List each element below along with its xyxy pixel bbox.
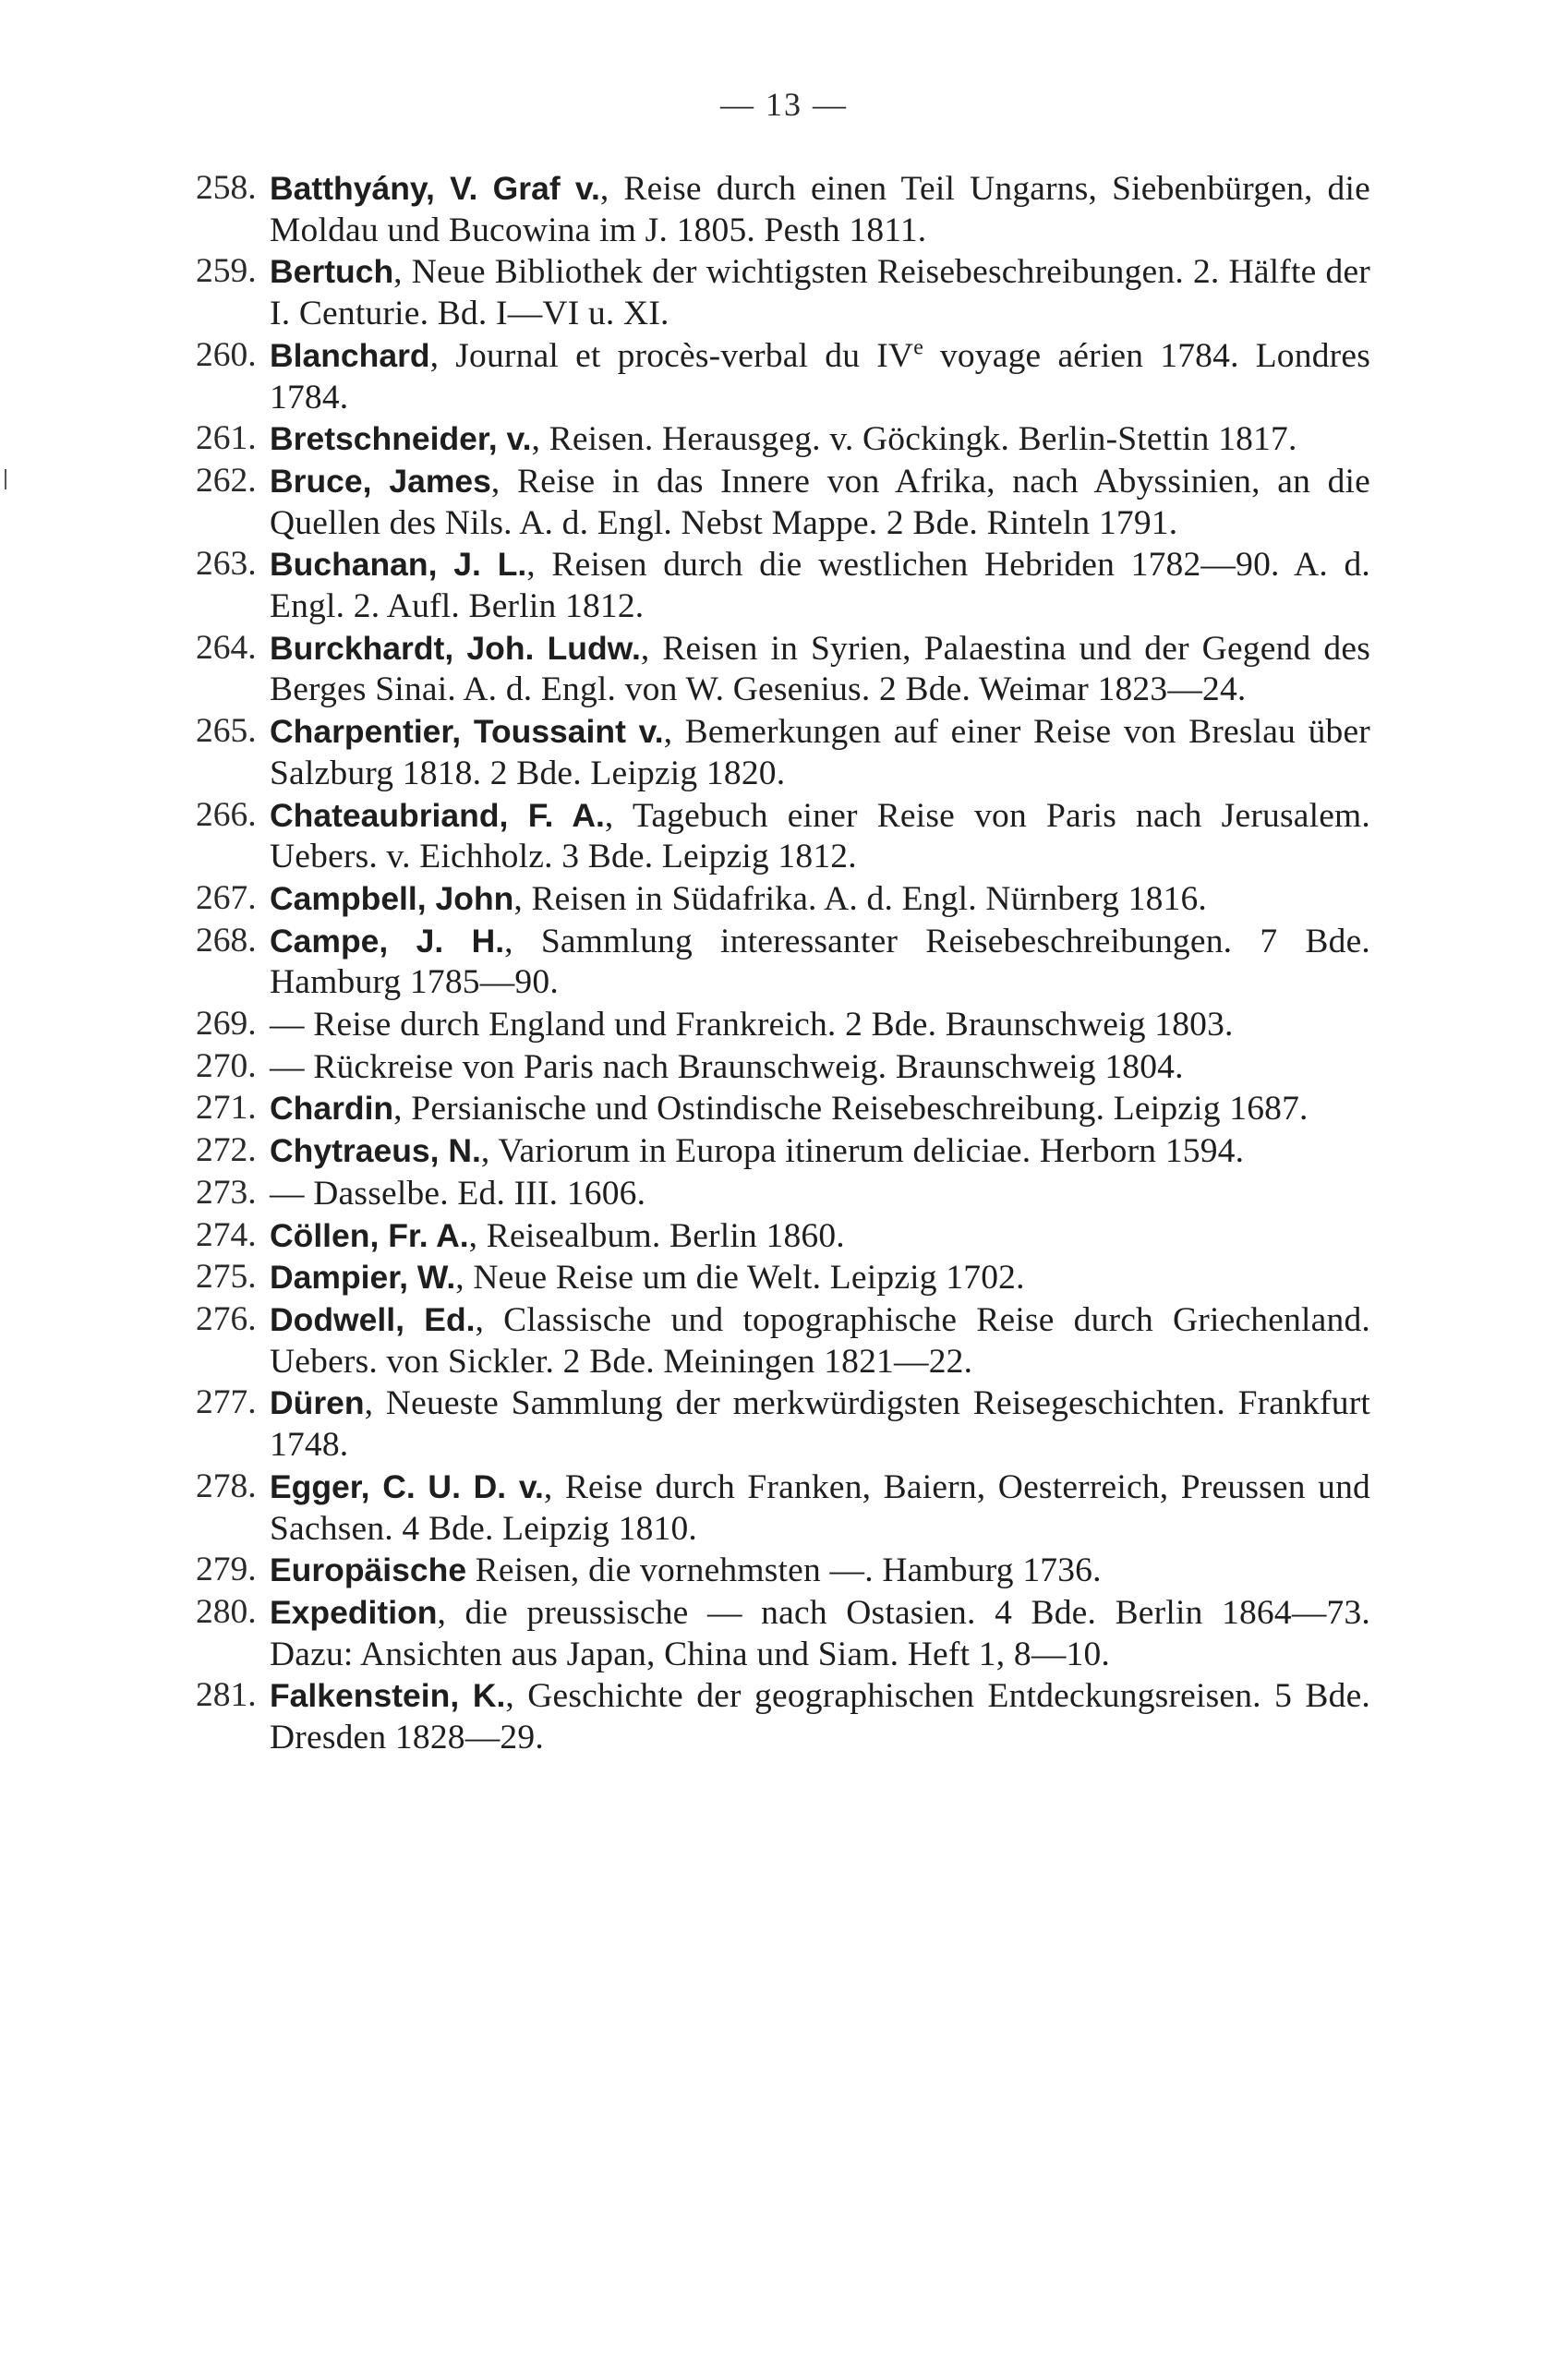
entry-text: , Persianische und Ostindische Reisebeschreibung. Leipzig 1687. (393, 1090, 1309, 1129)
entry-text-continued: voyage aérien 1784. Londres 1784. (270, 336, 1370, 416)
entry-number: 272. (196, 1131, 257, 1170)
entry-text: , Reisen in Südafrika. A. d. Engl. Nürnberg 1816. (513, 879, 1207, 918)
bibliography-entry (196, 461, 1370, 544)
entry-text: , Neue Reise um die Welt. Leipzig 1702. (455, 1259, 1025, 1298)
entry-number: 280. (196, 1592, 257, 1631)
entry-number: 268. (196, 921, 257, 960)
entry-text: , Reisen in Syrien, Palaestina und der Gegend des Berges Sinai. A. d. Engl. von W. Gesenius. 2 Bde. Weimar 1823—24. (270, 629, 1370, 709)
entry-number: 275. (196, 1258, 257, 1297)
entry-author: Europäische (270, 1551, 467, 1589)
entry-text: , Geschichte der geographischen Entdeckungsreisen. 5 Bde. Dresden 1828—29. (270, 1677, 1370, 1757)
entry-text: , Neue Bibliothek der wichtigsten Reisebeschreibungen. 2. Hälfte der I. Centurie. Bd. I—VI u. XI. (270, 253, 1370, 333)
entry-author: Bruce, James (270, 462, 491, 500)
entry-author: Chytraeus, N. (270, 1132, 481, 1170)
bibliography-entry (196, 628, 1370, 711)
entry-author: Campe, J. H. (270, 922, 505, 960)
entry-number: 264. (196, 628, 257, 667)
entry-text: — Dasselbe. Ed. III. 1606. (270, 1174, 646, 1213)
entry-author: Cöllen, Fr. A. (270, 1216, 469, 1254)
entry-number: 279. (196, 1551, 257, 1589)
bibliography-entry (196, 335, 1370, 418)
entry-text: , Reise in das Innere von Afrika, nach Abyssinien, an die Quellen des Nils. A. d. Engl. Nebst Mappe. 2 Bde. Rinteln 1791. (270, 462, 1370, 542)
entry-text: , Reise durch Franken, Baiern, Oesterreich, Preussen und Sachsen. 4 Bde. Leipzig 1810. (270, 1467, 1370, 1548)
entry-number: 265. (196, 712, 257, 751)
entry-number: 262. (196, 461, 257, 500)
entry-text: , Tagebuch einer Reise von Paris nach Jerusalem. Uebers. v. Eichholz. 3 Bde. Leipzig 1812. (270, 796, 1371, 876)
entry-author: Campbell, John (270, 879, 514, 917)
bibliography-entry (196, 418, 1370, 461)
bibliography-entry (196, 1550, 1370, 1592)
entry-text: , Neueste Sammlung der merkwürdigsten Reisegeschichten. Frankfurt 1748. (270, 1384, 1370, 1465)
bibliography-entry (196, 1173, 1370, 1215)
entry-text: Reisen, die vornehmsten —. Hamburg 1736. (466, 1551, 1102, 1590)
entry-text: , Variorum in Europa itinerum deliciae. Herborn 1594. (480, 1132, 1245, 1171)
entry-number: 274. (196, 1215, 257, 1254)
entry-text: , Journal et procès-verbal du IV (429, 336, 914, 375)
entry-author: Egger, C. U. D. v. (270, 1467, 544, 1505)
entry-author: Chardin (270, 1090, 394, 1128)
bibliography-entry (196, 1130, 1370, 1173)
entry-number: 271. (196, 1089, 257, 1128)
entry-number: 270. (196, 1046, 257, 1085)
bibliography-entry (196, 878, 1370, 921)
bibliography-entry (196, 168, 1370, 251)
bibliography-entry (196, 1215, 1370, 1258)
bibliography-entry (196, 1299, 1370, 1382)
entry-number: 258. (196, 169, 257, 207)
entry-number: 263. (196, 545, 257, 584)
entry-author: Batthyány, V. Graf v. (270, 170, 600, 207)
bibliography-entry (196, 1467, 1370, 1550)
bibliography-entry (196, 251, 1370, 334)
entry-author: Bretschneider, v. (270, 420, 532, 458)
entry-author: Buchanan, J. L. (270, 546, 527, 584)
entry-number: 277. (196, 1383, 257, 1422)
entry-author: Düren (270, 1384, 365, 1422)
bibliography-entry (196, 711, 1370, 794)
bibliography-entry (196, 1046, 1370, 1089)
bibliography-entry (196, 1257, 1370, 1299)
entry-number: 261. (196, 419, 257, 458)
entry-number: 269. (196, 1005, 257, 1044)
entry-text: , Reisen durch die westlichen Hebriden 1782—90. A. d. Engl. 2. Aufl. Berlin 1812. (270, 546, 1370, 626)
entry-text: , Classische und topographische Reise durch Griechenland. Uebers. von Sickler. 2 Bde. Meiningen 1821—22. (270, 1300, 1370, 1381)
entry-number: 259. (196, 252, 257, 291)
entry-text: — Reise durch England und Frankreich. 2 Bde. Braunschweig 1803. (270, 1006, 1234, 1044)
bibliography-entry (196, 1592, 1370, 1675)
entry-author: Expedition (270, 1593, 438, 1631)
entry-text: , die preussische — nach Ostasien. 4 Bde. Berlin 1864—73. Dazu: Ansichten aus Japan, China und Siam. Heft 1, 8—10. (270, 1593, 1370, 1673)
bibliography-entry (196, 921, 1370, 1004)
entry-number: 260. (196, 335, 257, 374)
entry-author: Chateaubriand, F. A. (270, 796, 605, 834)
entry-superscript: e (913, 335, 923, 360)
entry-author: Falkenstein, K. (270, 1677, 506, 1715)
entry-text: , Sammlung interessanter Reisebeschreibungen. 7 Bde. Hamburg 1785—90. (270, 922, 1370, 1002)
entry-text: , Bemerkungen auf einer Reise von Breslau über Salzburg 1818. 2 Bde. Leipzig 1820. (270, 713, 1370, 792)
entry-text: , Reisen. Herausgeg. v. Göckingk. Berlin-Stettin 1817. (531, 420, 1297, 459)
entry-author: Dampier, W. (270, 1259, 456, 1297)
bibliography-list (196, 168, 1370, 1759)
bibliography-entry (196, 544, 1370, 627)
entry-number: 266. (196, 795, 257, 834)
entry-author: Bertuch (270, 253, 394, 291)
entry-number: 273. (196, 1173, 257, 1212)
page-number: — 13 — (720, 86, 848, 123)
bibliography-entry (196, 795, 1370, 878)
bibliography-entry (196, 1382, 1370, 1466)
margin-mark (5, 469, 16, 489)
entry-author: Blanchard (270, 336, 430, 374)
entry-author: Dodwell, Ed. (270, 1300, 476, 1338)
entry-text: — Rückreise von Paris nach Braunschweig. Braunschweig 1804. (270, 1047, 1184, 1086)
entry-number: 276. (196, 1299, 257, 1338)
entry-number: 281. (196, 1676, 257, 1715)
entry-author: Charpentier, Toussaint v. (270, 713, 664, 751)
entry-author: Burckhardt, Joh. Ludw. (270, 629, 641, 667)
bibliography-entry (196, 1088, 1370, 1130)
entry-text: , Reise durch einen Teil Ungarns, Siebenbürgen, die Moldau und Bucowina im J. 1805. Pesth 1811. (270, 170, 1370, 249)
bibliography-entry (196, 1004, 1370, 1046)
bibliography-entry (196, 1675, 1370, 1758)
entry-number: 278. (196, 1467, 257, 1505)
entry-text: , Reisealbum. Berlin 1860. (468, 1216, 845, 1255)
entry-number: 267. (196, 878, 257, 917)
